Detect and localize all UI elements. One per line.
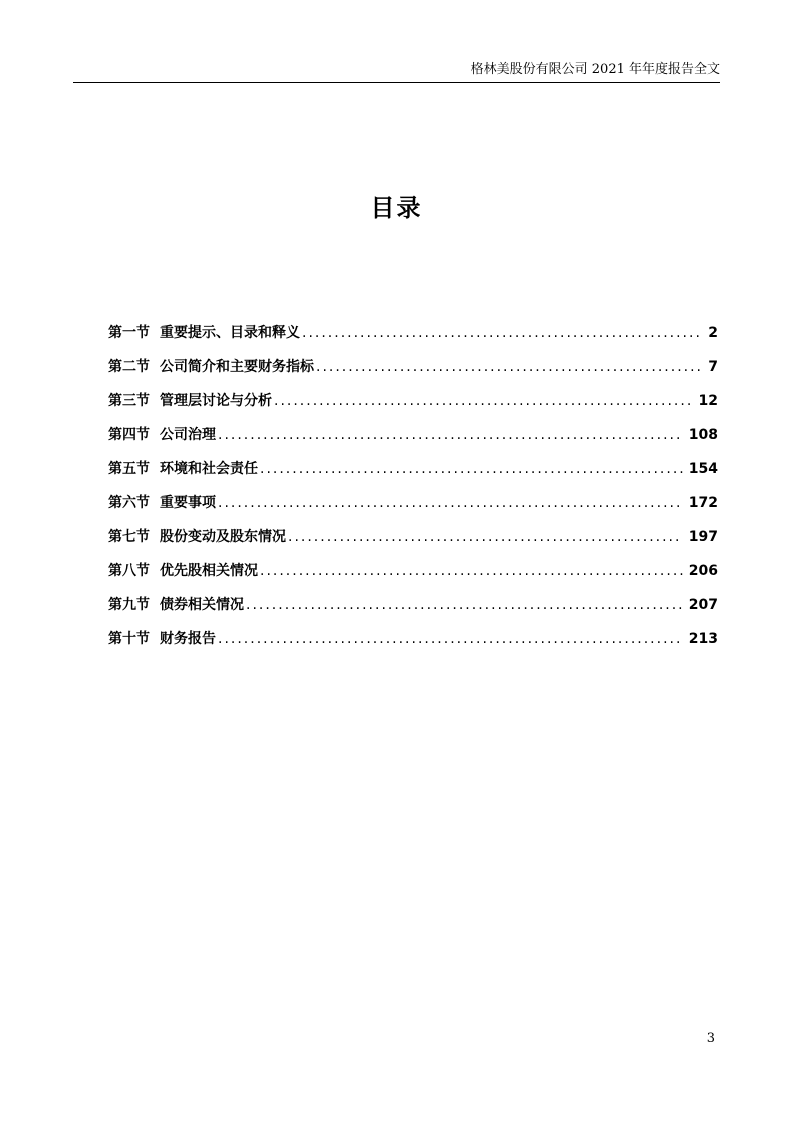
toc-section-label: 第五节	[108, 461, 150, 477]
toc-dot-leader	[218, 427, 683, 443]
toc-page-number: 207	[688, 597, 718, 613]
toc-section-title: 管理层讨论与分析	[160, 393, 272, 409]
toc-entry[interactable]	[108, 560, 718, 594]
toc-section-label: 第七节	[108, 529, 150, 545]
toc-section-label: 第九节	[108, 597, 150, 613]
toc-dot-leader	[274, 393, 693, 409]
header-title: 格林美股份有限公司 2021 年年度报告全文	[470, 62, 720, 77]
toc-section-title: 环境和社会责任	[160, 461, 258, 477]
toc-entry[interactable]	[108, 526, 718, 560]
toc-page-number: 2	[708, 325, 718, 341]
toc-dot-leader	[218, 631, 683, 647]
toc-entry[interactable]	[108, 322, 718, 356]
toc-entry[interactable]	[108, 458, 718, 492]
toc-section-title: 财务报告	[160, 631, 216, 647]
toc-entry[interactable]	[108, 628, 718, 662]
toc-page-number: 12	[698, 393, 718, 409]
toc-dot-leader	[260, 563, 683, 579]
toc-section-title: 重要提示、目录和释义	[160, 325, 300, 341]
page-number: 3	[706, 1031, 715, 1046]
toc-dot-leader	[218, 495, 683, 511]
toc-entry[interactable]	[108, 356, 718, 390]
toc-section-title: 股份变动及股东情况	[160, 529, 286, 545]
toc-section-title: 重要事项	[160, 495, 216, 511]
toc-entry[interactable]	[108, 594, 718, 628]
toc-dot-leader	[288, 529, 683, 545]
toc-dot-leader	[260, 461, 683, 477]
toc-page-number: 197	[688, 529, 718, 545]
toc-section-title: 债券相关情况	[160, 597, 244, 613]
toc-section-label: 第八节	[108, 563, 150, 579]
toc-section-title: 公司治理	[160, 427, 216, 443]
toc-section-label: 第十节	[108, 631, 150, 647]
toc-section-label: 第一节	[108, 325, 150, 341]
toc-section-label: 第六节	[108, 495, 150, 511]
page-header	[73, 56, 720, 83]
toc-section-label: 第三节	[108, 393, 150, 409]
toc-page-number: 206	[688, 563, 718, 579]
toc-dot-leader	[246, 597, 683, 613]
toc-page-number: 172	[688, 495, 718, 511]
toc-entry[interactable]	[108, 390, 718, 424]
toc-page-number: 108	[688, 427, 718, 443]
toc-entry[interactable]	[108, 424, 718, 458]
toc-page-number: 7	[708, 359, 718, 375]
toc-page-number: 213	[688, 631, 718, 647]
toc-section-title: 公司简介和主要财务指标	[160, 359, 314, 375]
toc-dot-leader	[316, 359, 702, 375]
table-of-contents	[108, 322, 718, 662]
toc-dot-leader	[302, 325, 702, 341]
toc-section-label: 第二节	[108, 359, 150, 375]
toc-section-label: 第四节	[108, 427, 150, 443]
toc-section-title: 优先股相关情况	[160, 563, 258, 579]
toc-page-number: 154	[688, 461, 718, 477]
page-title: 目录	[370, 194, 423, 222]
toc-entry[interactable]	[108, 492, 718, 526]
